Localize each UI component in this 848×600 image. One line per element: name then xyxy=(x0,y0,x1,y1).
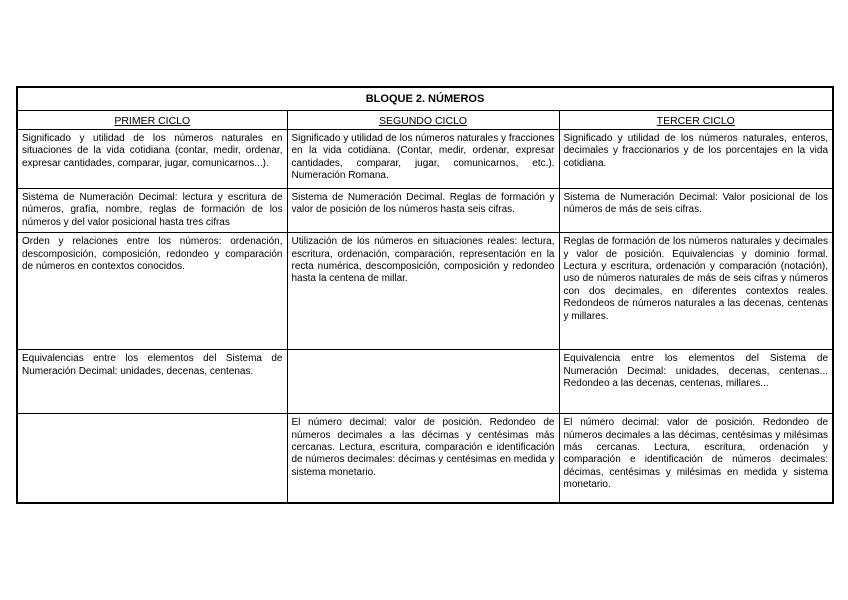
table-cell: Equivalencias entre los elementos del Sistema de Numeración Decimal: unidades, decenas, centenas. xyxy=(17,350,287,414)
table-cell: Sistema de Numeración Decimal: lectura y escritura de números, grafía, nombre, reglas de formación de los números y del valor posicional hasta tres cifras xyxy=(17,189,287,233)
table-cell: Reglas de formación de los números naturales y decimales y valor de posición. Equivalencias y dominio formal. Lectura y escritura, ordenación y comparación (notación), uso de números naturales de más de seis cifras y números con dos decimales, en diferentes contextos reales. Redondeos de números naturales a las decenas, centenas y millares. xyxy=(559,233,833,350)
table-cell: Sistema de Numeración Decimal. Reglas de formación y valor de posición de los números hasta seis cifras. xyxy=(287,189,559,233)
table-cell-empty xyxy=(17,414,287,504)
table-cell: Significado y utilidad de los números naturales en situaciones de la vida cotidiana (contar, medir, ordenar, expresar cantidades, comparar, jugar, comunicarnos...). xyxy=(17,130,287,189)
header-tercer-ciclo: TERCER CICLO xyxy=(559,111,833,130)
table-row xyxy=(17,350,833,414)
table-cell: El número decimal: valor de posición. Redondeo de números decimales a las décimas y centésimas más cercanas. Lectura, escritura, comparación e identificación de números decimales: décimas y centésimas en medida y sistema monetario. xyxy=(287,414,559,504)
table-cell-empty xyxy=(287,350,559,414)
table-cell: El número decimal: valor de posición. Redondeo de números decimales a las décimas, centésimas y milésimas más cercanas. Lectura, escritura, ordenación y comparación e identificación de números decimales: décimas, centésimas y milésimas en medida y sistema monetario. xyxy=(559,414,833,504)
content-table xyxy=(16,86,834,504)
header-primer-ciclo: PRIMER CICLO xyxy=(17,111,287,130)
table-cell: Sistema de Numeración Decimal: Valor posicional de los números de más de seis cifras. xyxy=(559,189,833,233)
table-cell: Significado y utilidad de los números naturales, enteros, decimales y fraccionarios y de los porcentajes en la vida cotidiana. xyxy=(559,130,833,189)
table-row xyxy=(17,130,833,189)
table-title: BLOQUE 2. NÚMEROS xyxy=(17,87,833,111)
header-segundo-ciclo: SEGUNDO CICLO xyxy=(287,111,559,130)
table-row xyxy=(17,414,833,504)
table-row xyxy=(17,189,833,233)
table-cell: Utilización de los números en situaciones reales: lectura, escritura, ordenación, comparación, representación en la recta numérica, descomposición, composición y redondeo hasta la centena de millar. xyxy=(287,233,559,350)
title-row xyxy=(17,87,833,111)
header-row xyxy=(17,111,833,130)
table-cell: Orden y relaciones entre los números: ordenación, descomposición, composición, redondeo y comparación de números en contextos conocidos. xyxy=(17,233,287,350)
table-cell: Significado y utilidad de los números naturales y fracciones en la vida cotidiana. (Contar, medir, ordenar, expresar cantidades, comparar, jugar, comunicarnos, etc.). Numeración Romana. xyxy=(287,130,559,189)
table-cell: Equivalencia entre los elementos del Sistema de Numeración Decimal: unidades, decenas, centenas... Redondeo a las decenas, centenas, millares... xyxy=(559,350,833,414)
table-row xyxy=(17,233,833,350)
